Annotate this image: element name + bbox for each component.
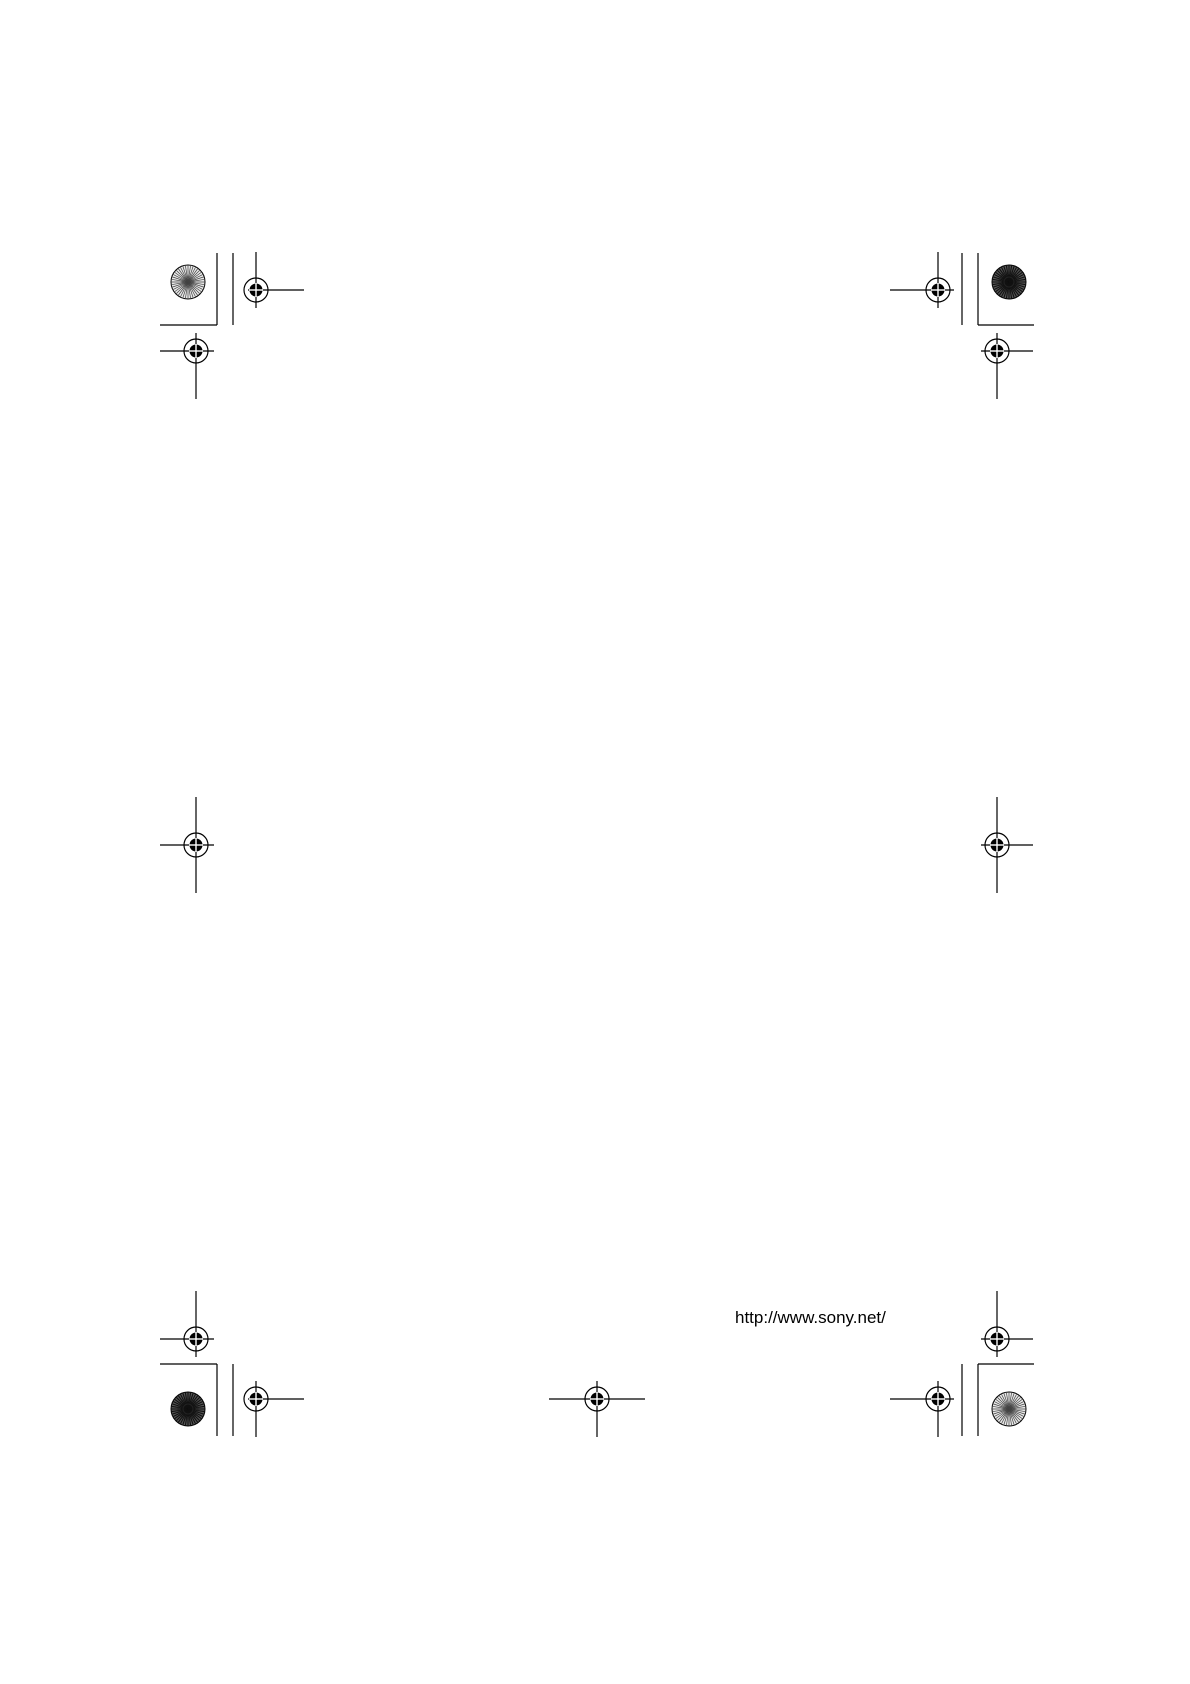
registration-mark-icon [981,1291,1033,1357]
registration-mark-icon [160,1291,214,1357]
color-wheel-icon [992,265,1026,299]
sony-url-link[interactable]: http://www.sony.net/ [735,1308,886,1327]
color-wheel-icon [992,1392,1026,1426]
registration-mark-icon [244,252,304,308]
color-wheel-icon [171,265,205,299]
registration-mark-icon [981,797,1033,893]
registration-mark-icon [981,333,1033,399]
color-wheel-icon [171,1392,205,1426]
registration-mark-icon [549,1381,645,1437]
registration-mark-icon [890,1381,954,1437]
registration-mark-icon [890,252,954,308]
registration-mark-icon [160,797,214,893]
registration-mark-icon [244,1381,304,1437]
registration-mark-icon [160,333,214,399]
